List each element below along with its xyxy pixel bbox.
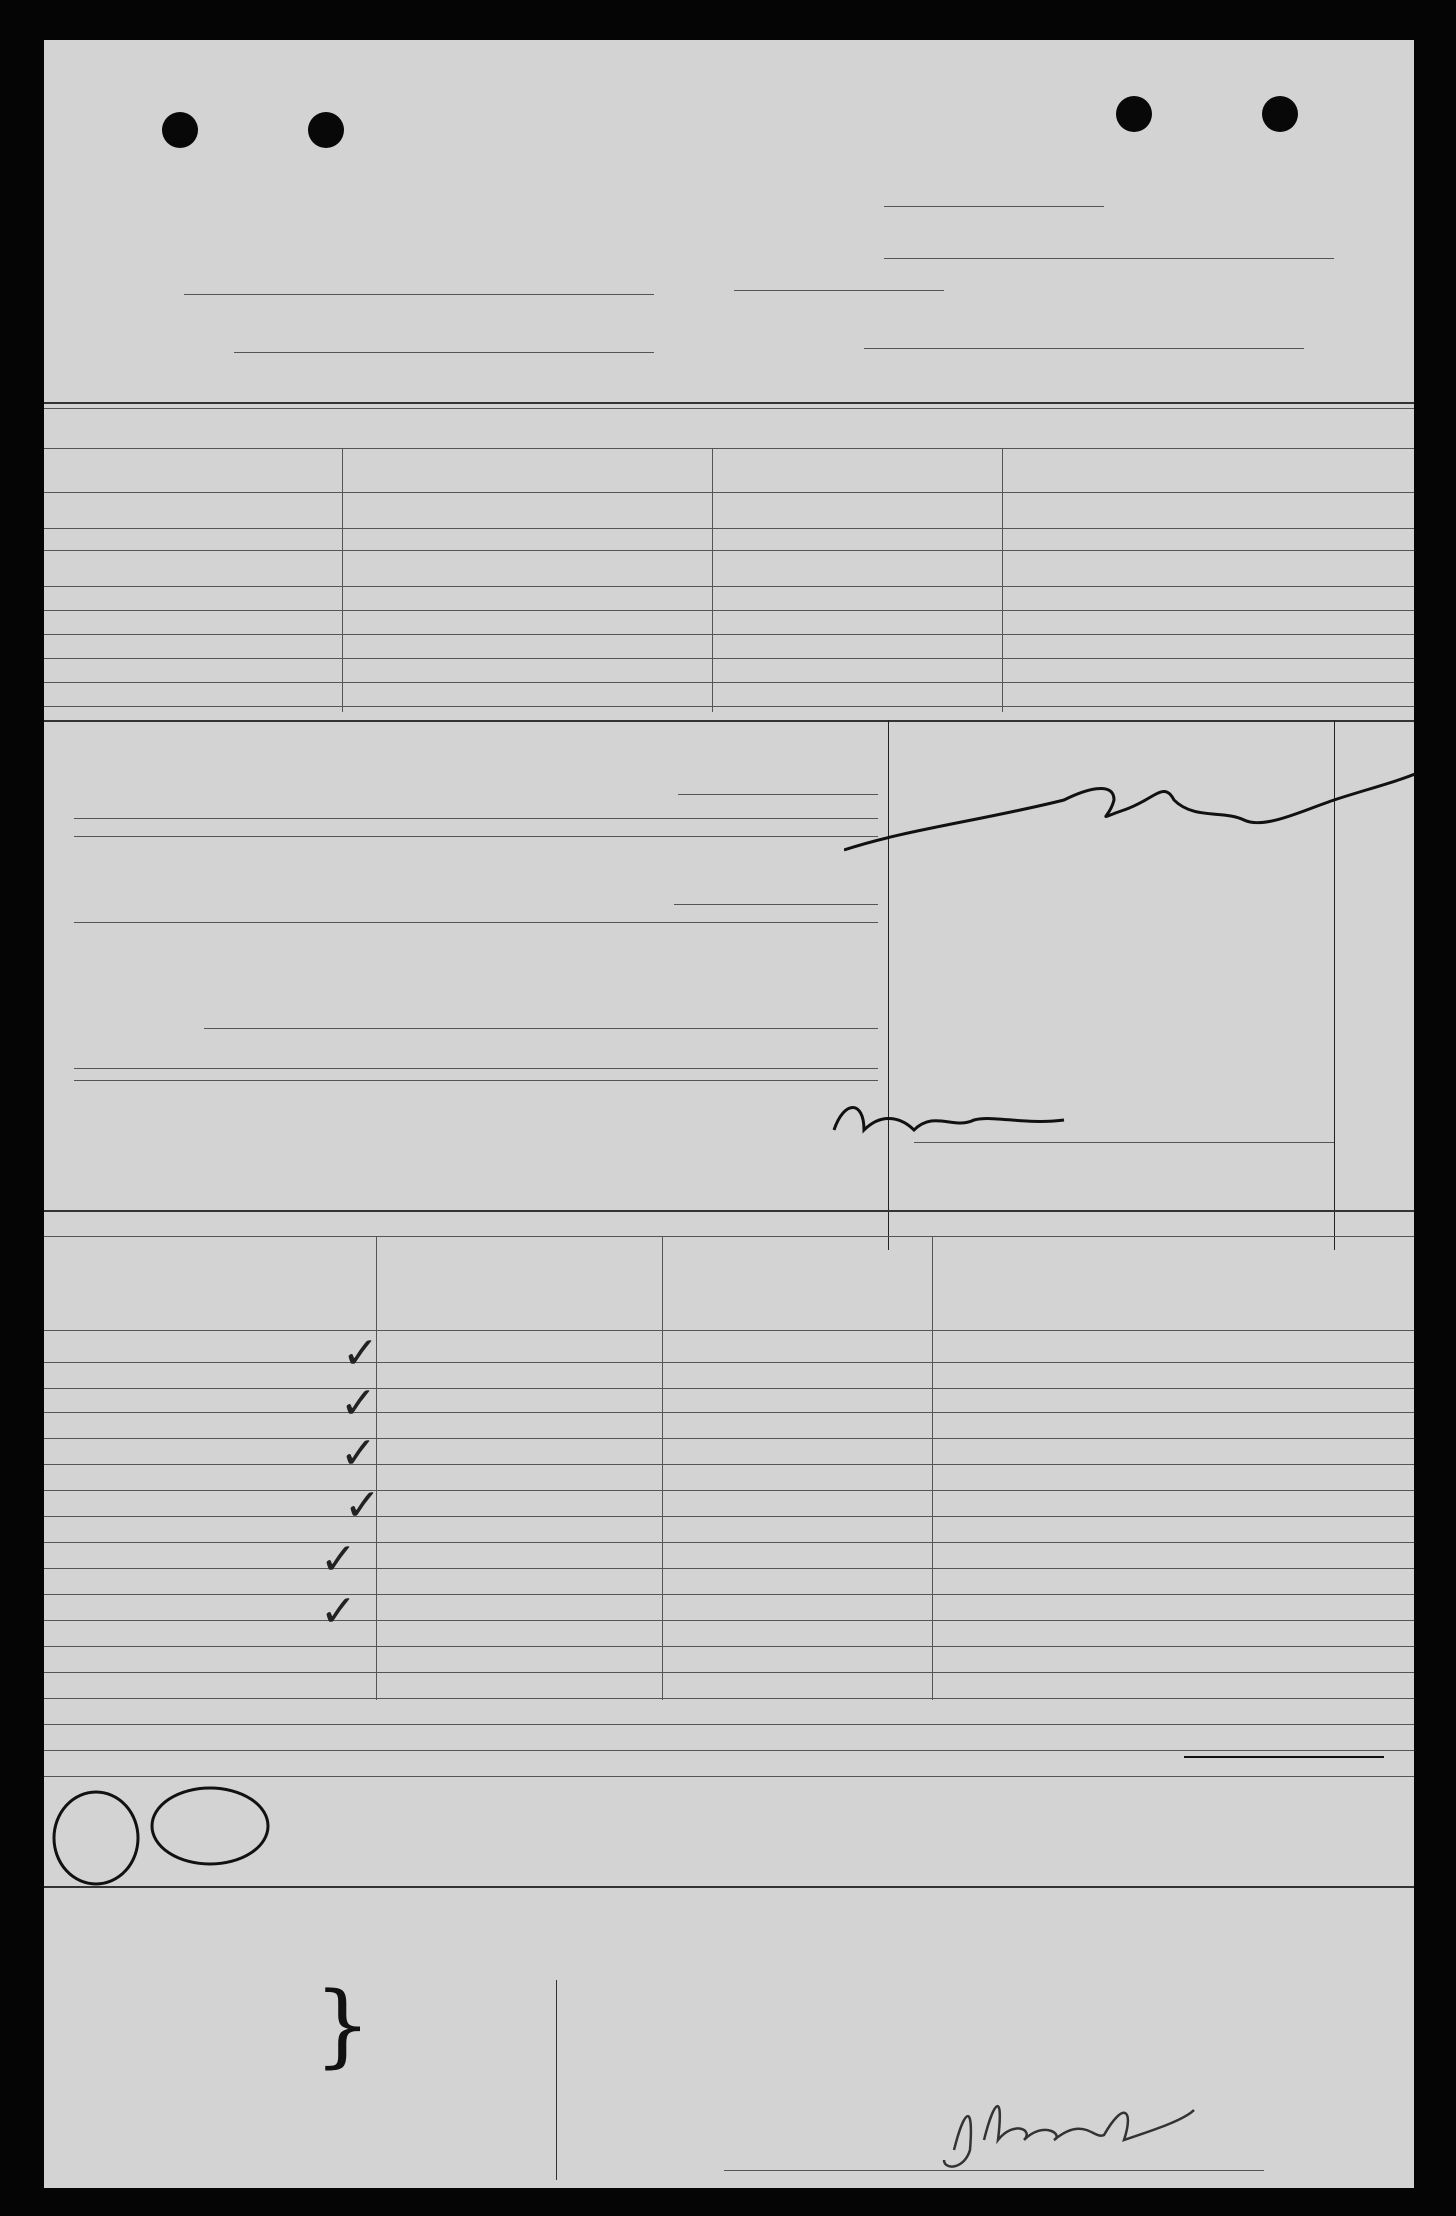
punch-hole	[162, 112, 198, 148]
handwritten-signature	[924, 2080, 1204, 2180]
check-mark-icon: ✓	[320, 1586, 357, 1637]
check-mark-icon: ✓	[340, 1378, 377, 1429]
brace-icon: }	[314, 1973, 372, 2078]
departure-scribble	[824, 1090, 1084, 1150]
general-declaration-document	[44, 40, 1414, 2188]
check-mark-icon: ✓	[342, 1328, 379, 1379]
punch-hole	[1116, 96, 1152, 132]
check-mark-icon: ✓	[340, 1428, 377, 1479]
punch-hole	[1262, 96, 1298, 132]
manifest-circle-marks	[46, 1780, 296, 1890]
check-mark-icon: ✓	[344, 1480, 381, 1531]
check-mark-icon: ✓	[320, 1534, 357, 1585]
admitted-stamp	[936, 800, 1226, 1060]
punch-hole	[308, 112, 344, 148]
